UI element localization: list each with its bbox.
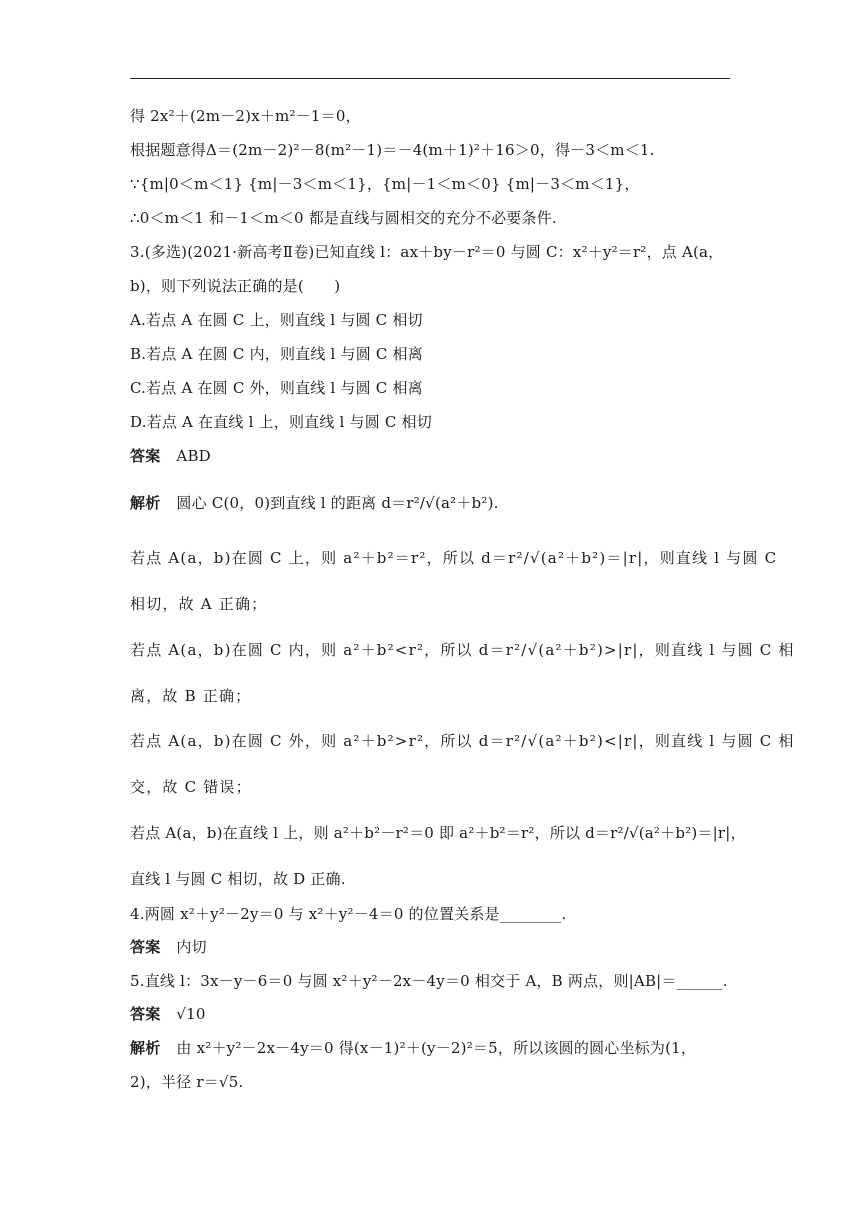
text-line <box>130 310 423 330</box>
line-text: 由 x²＋y²－2x－4y＝0 得(x－1)²＋(y－2)²＝5，所以该圆的圆心坐标为(1， <box>176 1039 697 1057</box>
header-rule <box>130 78 730 79</box>
text-line <box>130 344 423 364</box>
line-text: D.若点 A 在直线 l 上，则直线 l 与圆 C 相切 <box>130 413 432 431</box>
text-line <box>130 823 746 843</box>
line-text: 5.直线 l：3x－y－6＝0 与圆 x²＋y²－2x－4y＝0 相交于 A，B 两点，则|AB|＝______. <box>130 972 728 990</box>
line-text: B.若点 A 在圆 C 内，则直线 l 与圆 C 相离 <box>130 345 423 363</box>
line-text: 直线 l 与圆 C 相切，故 D 正确. <box>130 870 346 888</box>
text-line <box>130 276 340 296</box>
text-line <box>130 904 566 924</box>
line-text: 内切 <box>176 938 207 956</box>
answer-label: 解析 <box>130 1039 161 1057</box>
line-text: 4.两圆 x²＋y²－2y＝0 与 x²＋y²－4＝0 的位置关系是________. <box>130 905 567 923</box>
text-line <box>130 1004 206 1024</box>
answer-label: 答案 <box>130 1005 161 1023</box>
answer-label: 答案 <box>130 447 161 465</box>
text-line <box>130 937 207 957</box>
text-line <box>130 1038 696 1058</box>
line-text: 得 2x²＋(2m－2)x＋m²－1＝0， <box>130 107 361 125</box>
text-line <box>130 686 251 706</box>
text-line <box>130 1072 243 1092</box>
text-line <box>130 140 655 160</box>
line-text: 2)，半径 r＝√5. <box>130 1073 244 1091</box>
text-line <box>130 869 346 889</box>
line-text: 相切，故 A 正确； <box>130 595 268 613</box>
text-line <box>130 412 432 432</box>
line-text: 圆心 C(0，0)到直线 l 的距离 d＝r²/√(a²＋b²). <box>176 494 499 512</box>
line-text: A.若点 A 在圆 C 上，则直线 l 与圆 C 相切 <box>130 311 423 329</box>
line-text: 根据题意得Δ＝(2m－2)²－8(m²－1)＝－4(m＋1)²＋16＞0，得－3＜m＜1. <box>130 141 655 159</box>
line-text: ∵{m|0＜m＜1} {m|－3＜m＜1}，{m|－1＜m＜0} {m|－3＜m＜1}， <box>130 175 640 193</box>
line-text: 若点 A(a，b)在圆 C 上，则 a²＋b²＝r²，所以 d＝r²/√(a²＋b²)＝|r|，则直线 l 与圆 C <box>130 549 778 567</box>
line-text: 交，故 C 错误； <box>130 778 252 796</box>
text-line <box>130 777 252 797</box>
line-text: b)，则下列说法正确的是( ) <box>130 277 341 295</box>
line-text: ABD <box>176 447 211 465</box>
text-line <box>130 731 795 751</box>
line-text: 离，故 B 正确； <box>130 687 252 705</box>
answer-label: 答案 <box>130 938 161 956</box>
text-line <box>130 493 499 513</box>
line-text: 若点 A(a，b)在直线 l 上，则 a²＋b²－r²＝0 即 a²＋b²＝r²，所以 d＝r²/√(a²＋b²)＝|r|， <box>130 824 746 842</box>
text-line <box>130 208 557 228</box>
answer-label: 解析 <box>130 494 161 512</box>
text-line <box>130 594 267 614</box>
line-text: 若点 A(a，b)在圆 C 外，则 a²＋b²>r²，所以 d＝r²/√(a²＋b²)<|r|，则直线 l 与圆 C 相 <box>130 732 795 750</box>
text-line <box>130 106 361 126</box>
text-line <box>130 640 795 660</box>
text-line <box>130 548 777 568</box>
line-text: √10 <box>176 1005 206 1023</box>
text-line <box>130 242 723 262</box>
line-text: ∴0＜m＜1 和－1＜m＜0 都是直线与圆相交的充分不必要条件. <box>130 209 557 227</box>
text-line <box>130 971 728 991</box>
text-line <box>130 446 211 466</box>
line-text: 3.(多选)(2021·新高考Ⅱ卷)已知直线 l：ax＋by－r²＝0 与圆 C：x²＋y²＝r²，点 A(a， <box>130 243 724 261</box>
line-text: 若点 A(a，b)在圆 C 内，则 a²＋b²<r²，所以 d＝r²/√(a²＋b²)>|r|，则直线 l 与圆 C 相 <box>130 641 795 659</box>
text-line <box>130 174 640 194</box>
line-text: C.若点 A 在圆 C 外，则直线 l 与圆 C 相离 <box>130 379 423 397</box>
text-line <box>130 378 423 398</box>
